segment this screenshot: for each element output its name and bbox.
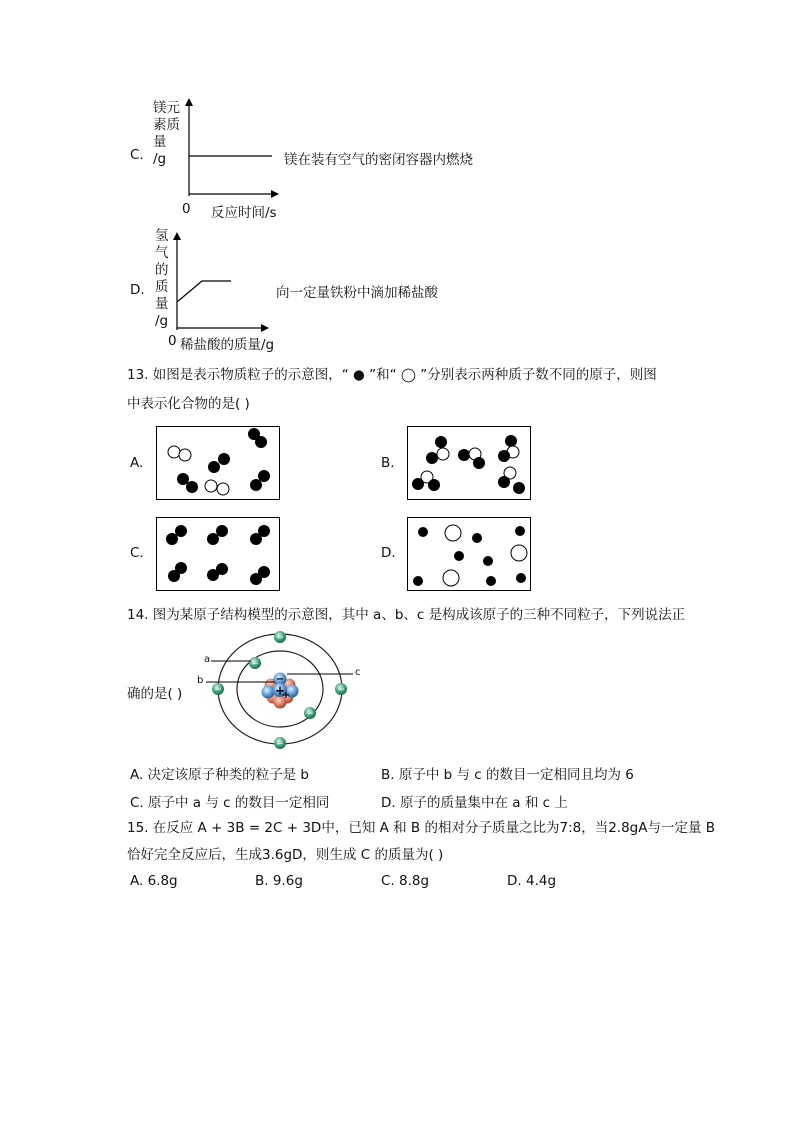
q13-option-c-letter: C. <box>130 545 144 561</box>
q12-d-graph <box>168 230 272 334</box>
svg-text:−: − <box>251 659 259 669</box>
q14-label-a: a <box>204 654 211 665</box>
q13-box-a <box>156 426 281 501</box>
svg-text:−: − <box>276 633 284 643</box>
q12-c-origin: 0 <box>182 201 191 217</box>
q15-option-b: B. 9.6g <box>255 873 303 889</box>
svg-text:−: − <box>214 685 222 695</box>
q13-option-d-letter: D. <box>381 545 396 561</box>
q12-c-graph <box>180 96 280 200</box>
q13-box-b <box>407 426 532 501</box>
q12-d-y-axis-label <box>155 228 169 330</box>
q12-c-caption: 镁在装有空气的密闭容器内燃烧 <box>284 152 473 168</box>
nucleus <box>262 673 299 709</box>
q15-stem-line2: 恰好完全反应后，生成3.6gD，则生成 C 的质量为( ) <box>127 847 444 863</box>
y-axis-arrow <box>173 232 181 240</box>
q13-box-c <box>156 517 281 592</box>
q12-d-x-axis-label: 稀盐酸的质量/g <box>180 337 275 353</box>
q14-option-b: B. 原子中 b 与 c 的数目一定相同且均为 6 <box>381 767 634 783</box>
y-label-line: 镁元 <box>153 100 180 116</box>
y-label-line: 素质 <box>153 117 180 133</box>
svg-text:+: + <box>281 690 291 701</box>
data-line <box>177 281 231 302</box>
svg-text:+: + <box>274 683 286 698</box>
svg-text:−: − <box>306 709 314 719</box>
q12-c-x-axis-label: 反应时间/s <box>211 205 277 221</box>
svg-text:−: − <box>276 739 284 749</box>
q12-d-caption: 向一定量铁粉中滴加稀盐酸 <box>276 285 438 301</box>
q12-c-y-axis-label <box>153 100 180 168</box>
y-label-line: 量 <box>153 134 167 150</box>
q14-option-d: D. 原子的质量集中在 a 和 c 上 <box>381 795 568 811</box>
y-label-line: 的 <box>155 262 169 278</box>
y-axis-arrow <box>185 98 193 106</box>
q13-stem-line2: 中表示化合物的是( ) <box>127 396 250 412</box>
q14-stem-line1: 14. 图为某原子结构模型的示意图，其中 a、b、c 是构成该原子的三种不同粒子，下列说法正 <box>127 607 686 623</box>
q15-option-c: C. 8.8g <box>381 873 430 889</box>
y-label-line: 氢 <box>155 228 169 244</box>
svg-text:−: − <box>337 685 345 695</box>
y-label-line: 量 <box>155 296 169 312</box>
q14-option-a: A. 决定该原子种类的粒子是 b <box>130 767 309 783</box>
q14-label-c: c <box>355 667 361 678</box>
q12-option-c-letter: C. <box>130 147 144 163</box>
y-label-line: /g <box>153 151 167 167</box>
q12-option-d-letter: D. <box>130 282 145 298</box>
q14-atom-model <box>195 627 370 752</box>
q13-option-a-letter: A. <box>130 455 144 471</box>
q15-stem-line1: 15. 在反应 A + 3B = 2C + 3D中，已知 A 和 B 的相对分子质量之比为7:8，当2.8gA与一定量 B <box>127 820 716 836</box>
q14-option-c: C. 原子中 a 与 c 的数目一定相同 <box>130 795 330 811</box>
q12-d-origin: 0 <box>168 333 177 349</box>
svg-text:−: − <box>275 674 285 685</box>
q13-option-b-letter: B. <box>381 455 395 471</box>
q13-box-d <box>407 517 532 592</box>
q15-option-d: D. 4.4g <box>507 873 557 889</box>
y-label-line: 气 <box>155 245 169 261</box>
y-label-line: /g <box>155 313 169 329</box>
q13-stem-line1: 13. 如图是表示物质粒子的示意图，“ ● ”和“ ◯ ”分别表示两种质子数不同的原子，则图 <box>127 367 657 383</box>
q14-stem-line2: 确的是( ) <box>127 686 183 702</box>
q14-label-b: b <box>197 675 204 686</box>
y-label-line: 质 <box>155 279 169 295</box>
x-axis-arrow <box>271 190 279 198</box>
q15-option-a: A. 6.8g <box>130 873 178 889</box>
x-axis-arrow <box>261 324 269 332</box>
